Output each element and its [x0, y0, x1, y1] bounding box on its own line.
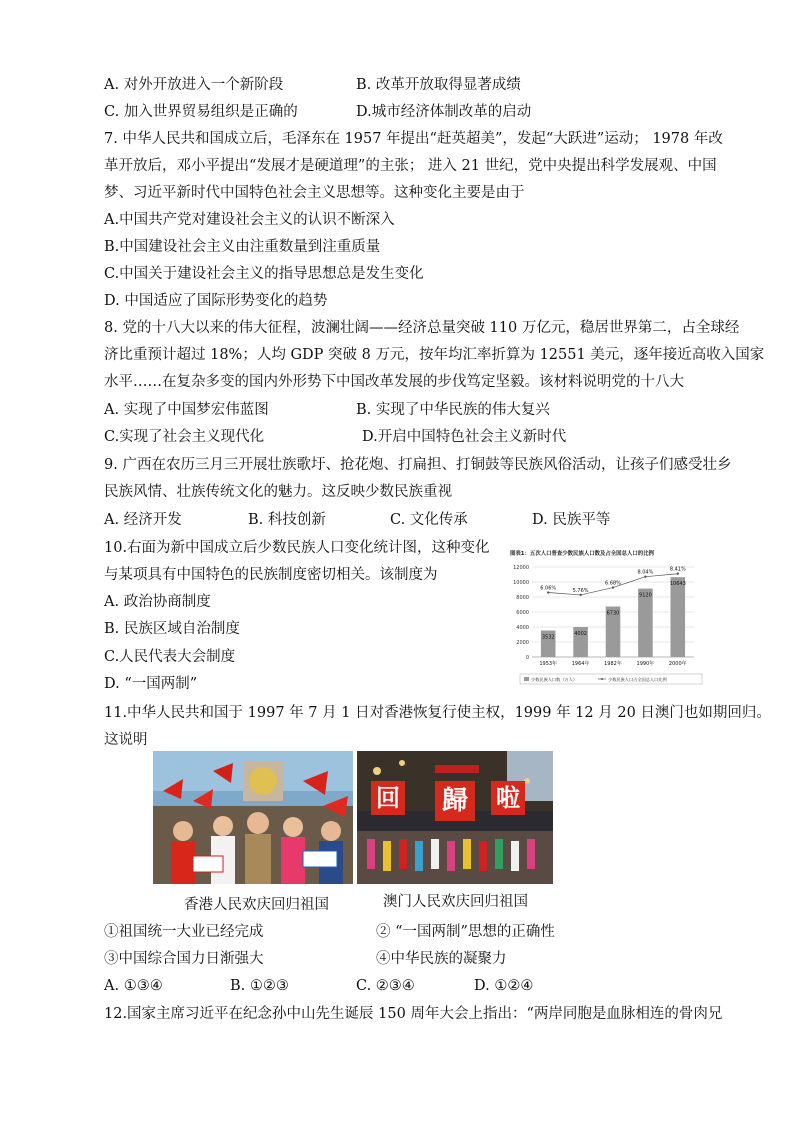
hong-kong-photo-caption: 香港人民欢庆回归祖国 — [184, 897, 329, 913]
q11-stem-line: 这说明 — [104, 732, 148, 748]
bar — [638, 589, 653, 657]
y-tick-label: 0 — [525, 655, 529, 661]
q8-stem-line: 水平……在复杂多变的国内外形势下中国改革发展的步伐笃定坚毅。该材料说明党的十八大 — [104, 374, 684, 390]
legend-swatch-bar — [524, 677, 529, 681]
q6-option-c: C. 加入世界贸易组织是正确的 — [104, 104, 298, 120]
q11-option-c: C. ②③④ — [356, 978, 415, 994]
q8-stem-line: 济比重预计超过 18%；人均 GDP 突破 8 万元，按年均汇率折算为 12551 美元，逐年接近高收入国家 — [104, 347, 765, 363]
percentage-point — [547, 591, 549, 593]
legend-label: 少数民族人口数（万人） — [531, 677, 578, 682]
percentage-label: 6.06% — [540, 585, 557, 592]
x-tick-label: 2000年 — [668, 661, 687, 667]
q7-option-b: B.中国建设社会主义由注重数量到注重质量 — [104, 239, 381, 255]
q8-stem-line: 8. 党的十八大以来的伟大征程，波澜壮阔——经济总量突破 110 万亿元，稳居世界第二，占全球经 — [104, 320, 740, 336]
q9-option-b: B. 科技创新 — [248, 512, 326, 528]
x-tick-label: 1982年 — [604, 661, 622, 667]
bar — [671, 577, 686, 657]
y-tick-label: 8000 — [516, 595, 529, 601]
x-tick-label: 1964年 — [571, 661, 590, 667]
bar-value-label: 9120 — [639, 592, 652, 599]
q6-option-d: D.城市经济体制改革的启动 — [356, 104, 532, 120]
y-tick-label: 12000 — [513, 565, 529, 571]
q9-option-d: D. 民族平等 — [532, 512, 611, 528]
q11-statement-4: ④中华民族的凝聚力 — [376, 951, 507, 967]
q9-stem-line: 民族风情、壮族传统文化的魅力。这反映少数民族重视 — [104, 484, 452, 500]
x-tick-label: 1990年 — [636, 661, 655, 667]
percentage-point — [612, 586, 614, 588]
q7-option-a: A.中国共产党对建设社会主义的认识不断深入 — [104, 212, 395, 228]
bar-value-label: 4002 — [574, 630, 587, 637]
q10-stem-line: 与某项具有中国特色的民族制度密切相关。该制度为 — [104, 567, 438, 583]
q7-option-c: C.中国关于建设社会主义的指导思想总是发生变化 — [104, 266, 424, 282]
q9-stem-line: 9. 广西在农历三月三开展壮族歌圩、抢花炮、打扁担、打铜鼓等民族风俗活动，让孩子们感受壮乡 — [104, 457, 732, 473]
bar-value-label: 10643 — [669, 581, 686, 588]
q11-option-b: B. ①②③ — [230, 978, 289, 994]
percentage-label: 8.41% — [669, 566, 686, 573]
percentage-point — [579, 594, 581, 596]
banner-char: 回 — [376, 784, 400, 812]
hong-kong-crowd-image — [153, 751, 353, 884]
y-tick-label: 2000 — [516, 640, 529, 646]
q10-option-b: B. 民族区域自治制度 — [104, 621, 240, 637]
q10-option-a: A. 政治协商制度 — [104, 594, 211, 610]
q11-statement-1: ①祖国统一大业已经完成 — [104, 924, 264, 940]
q11-stem-line: 11.中华人民共和国于 1997 年 7 月 1 日对香港恢复行使主权，1999 年 12 月 20 日澳门也如期回归。 — [104, 705, 771, 721]
percentage-point — [677, 573, 679, 575]
macau-photo-caption: 澳门人民欢庆回归祖国 — [383, 894, 528, 910]
q11-option-d: D. ①②④ — [474, 978, 534, 994]
q9-option-c: C. 文化传承 — [390, 512, 468, 528]
q7-stem-line: 7. 中华人民共和国成立后，毛泽东在 1957 年提出“赶英超美”，发起“大跃进”运动； 1978 年改 — [104, 131, 723, 147]
macau-parade-image — [357, 751, 553, 884]
q7-option-d: D. 中国适应了国际形势变化的趋势 — [104, 293, 328, 309]
percentage-label: 6.68% — [605, 580, 621, 587]
q7-stem-line: 梦、习近平新时代中国特色社会主义思想等。这种变化主要是由于 — [104, 185, 525, 201]
chart-title: 图表1：五次人口普查少数民族人口数及占全国总人口的比例 — [510, 551, 654, 557]
macau-celebration-photo — [357, 751, 553, 884]
x-tick-label: 1953年 — [539, 661, 558, 667]
minority-population-chart — [506, 545, 704, 690]
q12-stem-line: 12.国家主席习近平在纪念孙中山先生诞辰 150 周年大会上指出：“两岸同胞是血脉相连的骨肉兄 — [104, 1006, 723, 1022]
q8-option-c: C.实现了社会主义现代化 — [104, 429, 265, 445]
y-tick-label: 6000 — [516, 610, 529, 616]
y-tick-label: 10000 — [513, 580, 529, 586]
q11-option-a: A. ①③④ — [104, 978, 163, 994]
q10-option-d: D. “一国两制” — [104, 676, 198, 692]
banner-char: 啦 — [496, 784, 520, 812]
banner-char: 歸 — [441, 786, 469, 816]
q8-option-a: A. 实现了中国梦宏伟蓝图 — [104, 402, 269, 418]
y-tick-label: 4000 — [516, 625, 529, 631]
q6-option-b: B. 改革开放取得显著成绩 — [356, 77, 521, 93]
q8-option-d: D.开启中国特色社会主义新时代 — [362, 429, 567, 445]
q7-stem-line: 革开放后，邓小平提出“发展才是硬道理”的主张； 进入 21 世纪，党中央提出科学发展观、中国 — [104, 158, 717, 174]
hong-kong-celebration-photo — [153, 751, 353, 884]
bar-value-label: 3532 — [541, 634, 555, 641]
percentage-label: 5.76% — [572, 587, 589, 594]
percentage-point — [644, 575, 646, 577]
q11-statement-3: ③中国综合国力日渐强大 — [104, 951, 264, 967]
q10-option-c: C.人民代表大会制度 — [104, 649, 236, 665]
q10-stem-line: 10.右面为新中国成立后少数民族人口变化统计图，这种变化 — [104, 540, 490, 556]
bar-value-label: 6730 — [606, 610, 620, 617]
percentage-label: 8.04% — [637, 569, 654, 576]
q11-statement-2: ② “一国两制”思想的正确性 — [376, 924, 555, 940]
legend-swatch-point — [601, 678, 603, 680]
legend-label: 少数民族人口占全国总人口比例 — [608, 677, 667, 682]
q6-option-a: A. 对外开放进入一个新阶段 — [104, 77, 284, 93]
q8-option-b: B. 实现了中华民族的伟大复兴 — [356, 402, 550, 418]
q9-option-a: A. 经济开发 — [104, 512, 182, 528]
